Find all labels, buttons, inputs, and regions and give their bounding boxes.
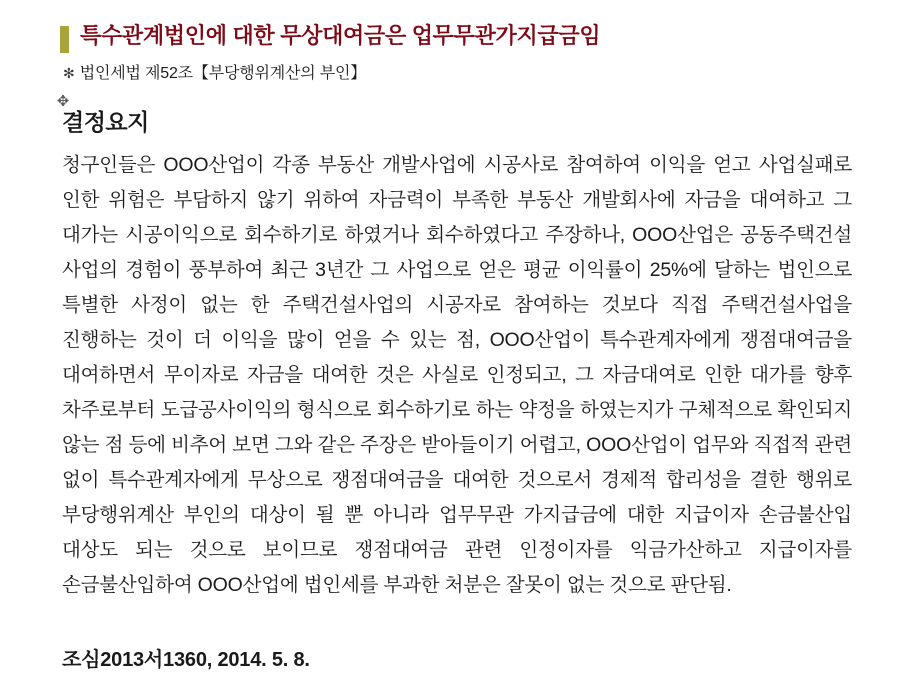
case-citation: 조심2013서1360, 2014. 5. 8. (62, 649, 310, 671)
title-accent-bar (60, 26, 69, 53)
page-subtitle: 법인세법 제52조【부당행위계산의 부인】 (79, 65, 367, 82)
section-heading (56, 93, 149, 135)
document-subtitle-row (63, 60, 366, 83)
asterisk-icon: ✻ (63, 65, 75, 81)
page-title: 특수관계법인에 대한 무상대여금은 업무무관가지급금임 (80, 23, 601, 48)
document-title-row (60, 24, 600, 53)
decision-summary-body: 청구인들은 OOO산업이 각종 부동산 개발사업에 시공사로 참여하여 이익을 얻고 사업실패로 인한 위험은 부담하지 않기 위하여 자금력이 부족한 부동산 개발회사에 자금을 대여하고 그 대가는 시공이익으로 회수하기로 하였거나 회수하였다고 주장하나, OOO산업은 공동주택건설 사업의 경험이 풍부하여 최근 3년간 그 사업으로 얻은 평균 이익률이 25%에 달하는 법인으로 특별한 사정이 없는 한 주택건설사업의 시공자로 참여하는 것보다 직접 주택건설사업을 진행하는 것이 더 이익을 많이 얻을 수 있는 점, OOO산업이 특수관계자에게 쟁점대여금을 대여하면서 무이자로 자금을 대여한 것은 사실로 인정되고, 그 자금대여로 인한 대가를 향후 차주로부터 도급공사이익의 형식으로 회수하기로 하는 약정을 하였는지가 구체적으로 확인되지 않는 점 등에 비추어 보면 그와 같은 주장은 받아들이기 어렵고, OOO산업이 업무와 직접적 관련 없이 특수관계자에게 무상으로 쟁점대여금을 대여한 것으로서 경제적 합리성을 결한 행위로 부당행위계산 부인의 대상이 될 뿐 아니라 업무무관 가지급금에 대한 지급이자 손금불산입 대상도 되는 것으로 보이므로 쟁점대여금 관련 인정이자를 익금가산하고 지급이자를 손금불산입하여 OOO산업에 법인세를 부과한 처분은 잘못이 없는 것으로 판단됨. (62, 154, 852, 596)
section-title: 결정요지 (62, 109, 149, 135)
move-cross-icon[interactable]: ✥ (56, 93, 70, 110)
